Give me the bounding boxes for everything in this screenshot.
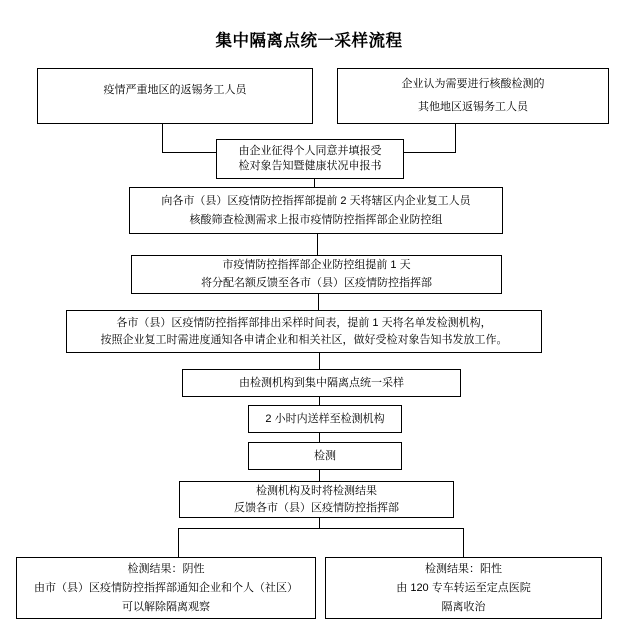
node-text: 检测结果：阴性 [127, 562, 205, 575]
node-text: 由市（县）区疫情防控指挥部通知企业和个人（社区） [34, 581, 298, 594]
connector-vertical [319, 353, 320, 369]
node-returning-workers-severe-areas [37, 68, 313, 124]
node-text: 反馈各市（县）区疫情防控指挥部 [234, 501, 399, 514]
node-text: 企业认为需要进行核酸检测的 [401, 78, 545, 90]
connector-branch-right-down [463, 528, 464, 557]
node-text: 市疫情防控指挥部企业防控组提前 1 天 [222, 259, 411, 271]
connector-vertical [318, 294, 319, 310]
node-text: 2 小时内送样至检测机构 [265, 412, 385, 425]
node-text: 由检测机构到集中隔离点统一采样 [239, 376, 404, 389]
node-text: 检测机构及时将检测结果 [256, 484, 377, 497]
node-text: 疫情严重地区的返锡务工人员 [103, 84, 247, 96]
node-testing [248, 442, 402, 470]
node-text: 检测结果：阳性 [425, 562, 502, 575]
connector-branch-horizontal [178, 528, 464, 529]
node-text: 向各市（县）区疫情防控指挥部提前 2 天将辖区内企业复工人员 [161, 194, 471, 207]
connector-vertical [317, 234, 318, 255]
node-text: 由企业征得个人同意并填报受 [238, 144, 382, 157]
node-text: 由 120 专车转运至定点医院 [396, 581, 531, 594]
node-text: 将分配名额反馈至各市（县）区疫情防控指挥部 [201, 276, 432, 289]
node-report-testing-demand [129, 187, 503, 234]
connector-vertical [319, 397, 320, 405]
node-result-feedback [179, 481, 454, 518]
page-title: 集中隔离点统一采样流程 [215, 32, 403, 50]
node-text: 其他地区返锡务工人员 [418, 101, 528, 113]
node-text: 可以解除隔离观察 [122, 600, 210, 613]
node-text: 核酸筛查检测需求上报市疫情防控指挥部企业防控组 [189, 213, 443, 226]
connector-vertical [319, 433, 320, 442]
node-quota-feedback [131, 255, 502, 294]
node-unified-sampling [182, 369, 461, 397]
node-text: 隔离收治 [441, 600, 486, 613]
node-other-area-workers-enterprise-test [337, 68, 609, 124]
connector-left-down [162, 123, 163, 153]
connector-branch-stem [319, 518, 320, 528]
node-text: 各市（县）区疫情防控指挥部排出采样时间表，提前 1 天将名单发检测机构， [116, 316, 492, 329]
connector-right-down [455, 123, 456, 153]
node-send-sample-2h [248, 405, 402, 433]
connector-branch-left-down [178, 528, 179, 557]
connector-vertical [314, 179, 315, 187]
node-positive-result [325, 557, 602, 619]
node-consent-and-health-declaration [216, 139, 404, 179]
node-text: 按照企业复工时需进度通知各申请企业和相关社区，做好受检对象告知书发放工作。 [100, 333, 508, 346]
node-sampling-schedule [66, 310, 542, 353]
connector-right-horizontal [403, 152, 456, 153]
node-text: 检对象告知暨健康状况申报书 [238, 160, 382, 172]
connector-vertical [319, 470, 320, 481]
node-text: 检测 [314, 449, 336, 462]
node-negative-result [16, 557, 316, 619]
connector-left-horizontal [162, 152, 216, 153]
